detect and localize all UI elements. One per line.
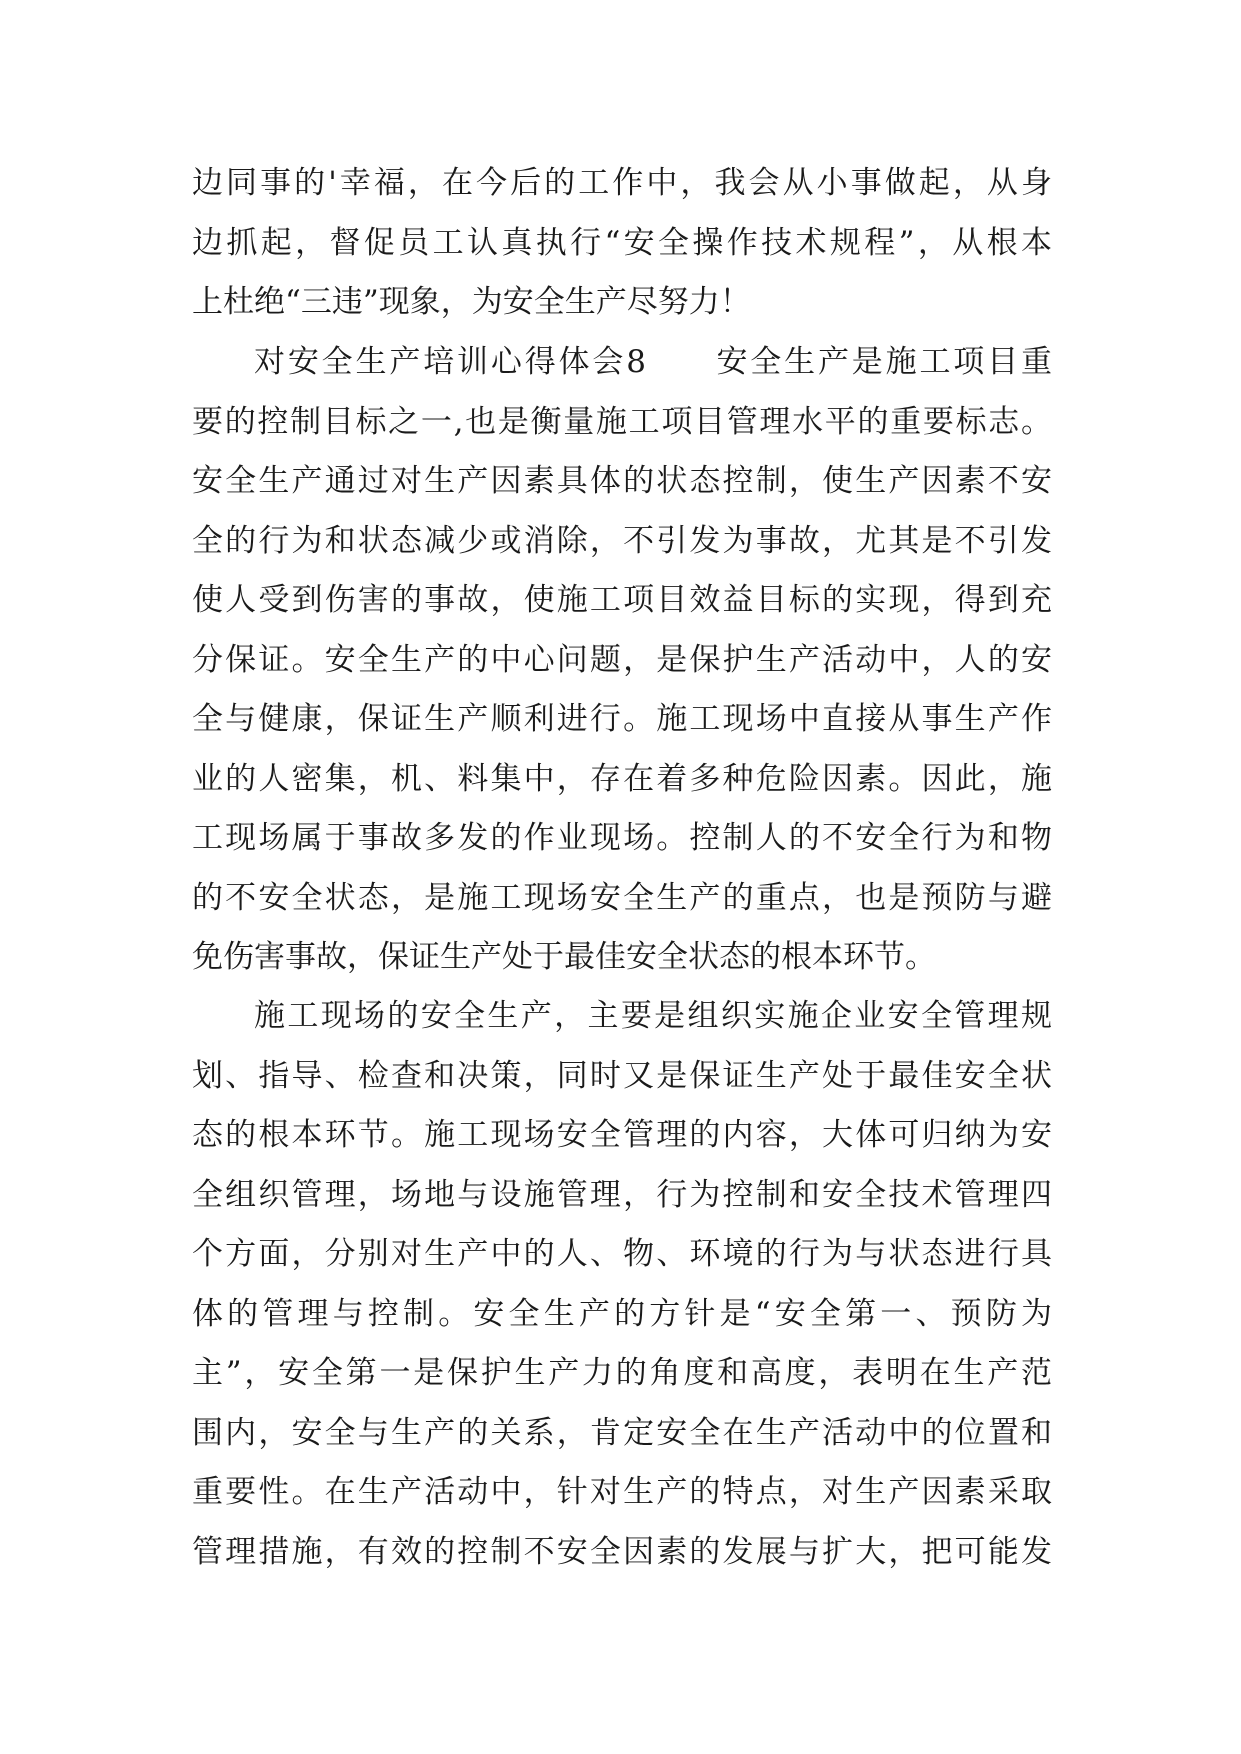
text-line: 体的管理与控制。安全生产的方针是“安全第一、预防为 xyxy=(192,1295,1052,1332)
text-line: 个方面，分别对生产中的人、物、环境的行为与状态进行具 xyxy=(192,1236,1052,1272)
text-line: 全组织管理，场地与设施管理，行为控制和安全技术管理四 xyxy=(192,1176,1052,1213)
text-line: 围内，安全与生产的关系，肯定安全在生产活动中的位置和 xyxy=(192,1414,1052,1451)
text-line: 施工现场的安全生产，主要是组织实施企业安全管理规 xyxy=(254,998,1052,1034)
text-line: 全与健康，保证生产顺利进行。施工现场中直接从事生产作 xyxy=(192,701,1052,737)
text-line: 对安全生产培训心得体会8 安全生产是施工项目重 xyxy=(254,344,1052,380)
text-line: 上杜绝“三违”现象，为安全生产尽努力！ xyxy=(192,284,751,320)
text-line: 全的行为和状态减少或消除，不引发为事故，尤其是不引发 xyxy=(192,522,1052,559)
text-line: 边抓起，督促员工认真执行“安全操作技术规程”，从根本 xyxy=(192,224,1052,261)
text-line: 划、指导、检查和决策，同时又是保证生产处于最佳安全状 xyxy=(192,1057,1052,1094)
text-line: 分保证。安全生产的中心问题，是保护生产活动中，人的安 xyxy=(192,641,1052,678)
text-line: 使人受到伤害的事故，使施工项目效益目标的实现，得到充 xyxy=(192,582,1052,618)
text-line: 业的人密集，机、料集中，存在着多种危险因素。因此，施 xyxy=(192,760,1052,797)
text-line: 要的控制目标之一,也是衡量施工项目管理水平的重要标志。 xyxy=(192,403,1052,440)
paragraph-section-8 xyxy=(192,333,1052,988)
text-line: 态的根本环节。施工现场安全管理的内容，大体可归纳为安 xyxy=(192,1117,1052,1153)
text-line: 免伤害事故，保证生产处于最佳安全状态的根本环节。 xyxy=(192,939,936,975)
text-line: 管理措施，有效的控制不安全因素的发展与扩大，把可能发 xyxy=(192,1533,1052,1570)
paragraph-site-safety xyxy=(192,987,1052,1582)
text-line: 安全生产通过对生产因素具体的状态控制，使生产因素不安 xyxy=(192,463,1052,499)
text-line: 边同事的'幸福，在今后的工作中，我会从小事做起，从身 xyxy=(192,165,1052,201)
paragraph-continuation xyxy=(192,154,1052,333)
text-line: 工现场属于事故多发的作业现场。控制人的不安全行为和物 xyxy=(192,820,1052,856)
text-line: 主”，安全第一是保护生产力的角度和高度，表明在生产范 xyxy=(192,1355,1052,1391)
text-line: 的不安全状态，是施工现场安全生产的重点，也是预防与避 xyxy=(192,879,1052,916)
text-line: 重要性。在生产活动中，针对生产的特点，对生产因素采取 xyxy=(192,1474,1052,1510)
